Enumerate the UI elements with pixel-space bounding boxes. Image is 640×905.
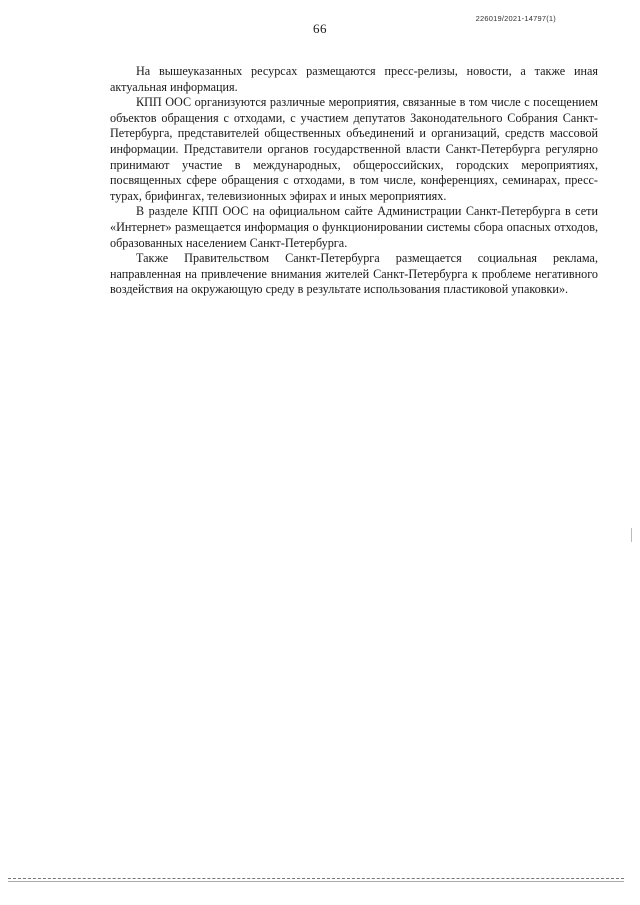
- paragraph-2: КПП ООС организуются различные мероприятия, связанные в том числе с посещением объектов обращения с отходами, с участием депутатов Законодательного Собрания Санкт-Петербурга, представителей общественных объединений и организаций, средств массовой информации. Представители органов государственной власти Санкт-Петербурга регулярно принимают участие в международных, общероссийских, городских мероприятиях, посвященных сфере обращения с отходами, в том числе, конференциях, семинарах, пресс-турах, брифингах, телевизионных эфирах и иных мероприятиях.: [110, 95, 598, 203]
- scan-bottom-edge: [8, 878, 624, 879]
- scan-margin-mark: [631, 528, 632, 542]
- paragraph-3: В разделе КПП ООС на официальном сайте Администрации Санкт-Петербурга в сети «Интернет» размещается информация о функционировании системы сбора опасных отходов, образованных населением Санкт-Петербурга.: [110, 204, 598, 250]
- document-body: [110, 64, 598, 298]
- paragraph-4: Также Правительством Санкт-Петербурга размещается социальная реклама, направленная на привлечение внимания жителей Санкт-Петербурга к проблеме негативного воздействия на окружающую среду в результате использования пластиковой упаковки».: [110, 251, 598, 297]
- page-number: 66: [313, 21, 327, 36]
- document-id: 226019/2021-14797(1): [475, 14, 556, 23]
- scan-bottom-edge-line: [8, 881, 624, 882]
- paragraph-1: На вышеуказанных ресурсах размещаются пресс-релизы, новости, а также иная актуальная информация.: [110, 64, 598, 94]
